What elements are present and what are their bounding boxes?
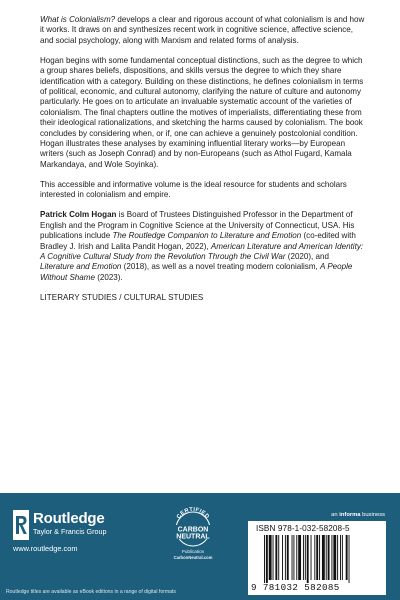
author-bio-text: (2020), and [285,251,329,261]
barcode-bar [340,535,341,580]
svg-text:CERTIFIED [176,507,210,520]
work-title: American Literature and American Identity: A Cognitive Cultural Study from the Revolution Through the Civil War [40,241,364,261]
cert-publication-label: Publication [181,549,205,554]
back-cover-text [40,15,365,313]
barcode-bar [292,535,293,580]
author-bio-text: (2023). [94,272,123,282]
cert-top-label: CERTIFIED [175,506,211,521]
barcode-bar [264,535,265,583]
subject-category: LITERARY STUDIES / CULTURAL STUDIES [40,292,204,302]
barcode-bar [285,535,286,580]
carbon-neutral-seal-icon [169,505,217,549]
author-bio [40,210,365,283]
barcode-bar [293,535,294,580]
barcode-bar [314,535,315,580]
barcode-bar [273,535,274,580]
blurb-paragraph-3: This accessible and informative volume is the ideal resource for students and scholars interested in colonialism and empire. [40,179,347,200]
barcode-bar [349,535,350,583]
publisher-group: Taylor & Francis Group [33,527,107,536]
barcode-bar [328,535,330,580]
barcode-bar [322,535,325,580]
barcode-bar [326,535,327,580]
barcode-bar [298,535,301,580]
barcode-bar [287,535,289,580]
publisher-footer [0,493,400,600]
informa-tagline [331,512,385,519]
author-bio-text: is Board of Trustees Distinguished Professor in the Department of English and the Program in Cognitive Science at the University of Connecticut, USA. His publications include [40,210,355,241]
informa-brand: informa [339,512,361,518]
barcode-digit-groups: 781032 582085 [262,582,340,593]
barcode-bar [266,535,268,583]
barcode-bar [269,535,272,580]
book-title: What is Colonialism? [40,15,116,24]
barcode-bar [275,535,277,580]
barcode-bar [333,535,336,580]
barcode-bar [278,535,279,580]
barcode-bar [307,535,309,583]
cert-website: CarbonNeutral.com [173,554,213,560]
barcode-bar [319,535,320,580]
work-title: A People Without Shame [40,262,353,282]
barcode-bar [346,535,348,580]
work-title: The Routledge Companion to Literature and Emotion [112,231,302,241]
barcode-bar [316,535,318,580]
routledge-r-icon [13,510,29,540]
author-name: Patrick Colm Hogan [40,210,117,220]
barcode-icon [264,535,380,583]
ebook-availability-note: Routledge titles are available as eBook editions in a range of digital formats [6,589,176,595]
barcode-bar [337,535,338,580]
publisher-website[interactable]: www.routledge.com [13,544,78,553]
blurb-paragraph-1 [40,15,365,46]
isbn-number: ISBN 978-1-032-58208-5 [256,524,350,533]
author-bio-text: (co-edited with Bradley J. Irish and Lalita Pandit Hogan, 2022), [40,231,356,251]
barcode-bar [282,535,283,580]
author-bio-text: (2018), as well as a novel treating modern colonialism, [121,262,321,272]
isbn-barcode-panel [248,521,386,595]
cert-main-1: CARBON [177,526,209,534]
informa-prefix: an [331,512,340,518]
informa-suffix: business [360,512,385,518]
barcode-bar [303,535,304,580]
carbon-neutral-badge [163,505,223,567]
barcode-first-digit: 9 [251,582,257,593]
barcode-bar [331,535,332,580]
barcode-digits [251,583,383,593]
blurb-paragraph-2: Hogan begins with some fundamental conceptual distinctions, such as the degree to which a group shares beliefs, dispositions, and skills versus the degree to which they share identification with a category. Building on these distinctions, he defines colonialism in terms of political, economic, and cultural autonomy, clarifying the nature of culture and autonomy particularly. He goes on to articulate an invaluable systematic account of the varieties of colonialism. The final chapters outline the motives of imperialists, differentiating these from their ideological rationalizations, and sketching the harms caused by colonialism. The book concludes by considering when, or if, one can achieve a genuinely postcolonial condition. Hogan illustrates these analyses by examining influential literary works—by European writers (such as Joseph Conrad) and by non-Europeans (such as Athol Fugard, Kamala Markandaya, and Wole Soyinka). [40,55,364,169]
barcode-bar [305,535,306,580]
work-title: Literature and Emotion [40,262,122,272]
barcode-bar [342,535,343,580]
routledge-logo [13,510,143,542]
publisher-name: Routledge [33,510,105,527]
barcode-bar [296,535,297,580]
barcode-bar [311,535,312,580]
blurb-paragraph-1-text: develops a clear and rigorous account of what colonialism is and how it works. It draws on and synthesizes recent work in cognitive science, affective science, and social psychology, along with Marxism and related forms of analysis. [40,15,365,45]
cert-main-2: NEUTRAL [176,533,210,541]
